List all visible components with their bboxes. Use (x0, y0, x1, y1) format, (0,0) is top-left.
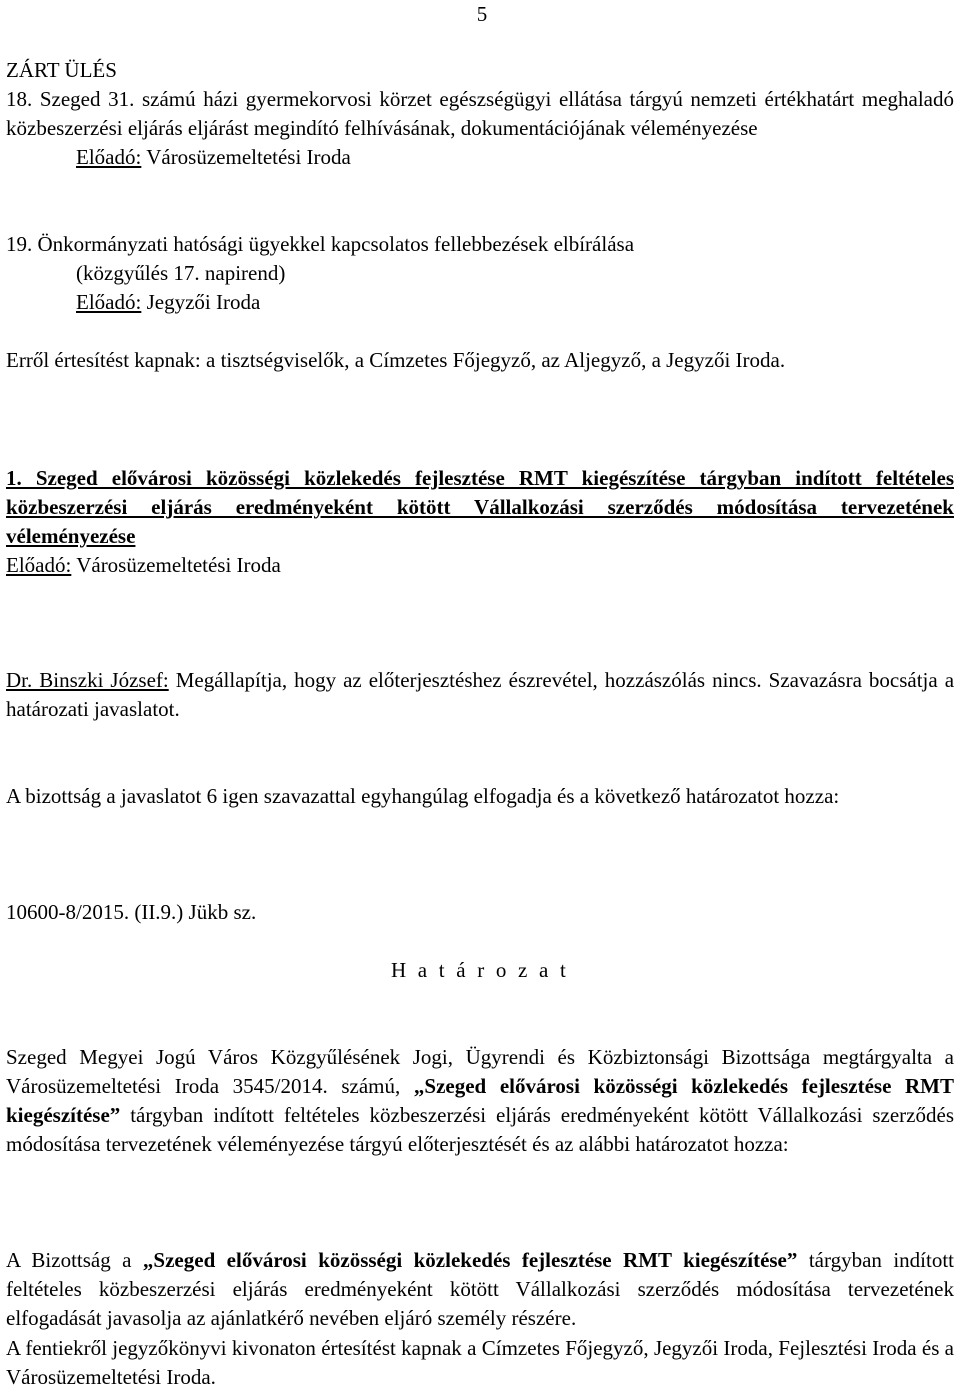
agenda-item-19-subtext: (közgyűlés 17. napirend) (76, 261, 286, 285)
speech-paragraph (6, 666, 954, 724)
resolution-number: 10600-8/2015. (II.9.) Jükb sz. (6, 900, 257, 924)
agenda-item-19-presenter-line (6, 288, 954, 317)
agenda-item-1-presenter-line (6, 551, 954, 580)
resolution-heading: H a t á r o z a t (390, 958, 569, 982)
speaker-name: Dr. Binszki József: (6, 668, 169, 692)
agenda-item-18 (6, 85, 954, 172)
notification-line: Erről értesítést kapnak: a tisztségviselők, a Címzetes Főjegyző, az Aljegyző, a Jegyzői Iroda. (6, 348, 786, 372)
resolution-p1-subject: „Szeged elővárosi közösségi közlekedés fejlesztése RMT kiegészítése” (6, 1074, 955, 1127)
presenter-name: Városüzemeltetési Iroda (146, 145, 351, 169)
agenda-item-19 (6, 230, 954, 317)
agenda-item-18-text: 18. Szeged 31. számú házi gyermekorvosi körzet egészségügyi ellátása tárgyú nemzeti értékhatárt meghaladó közbeszerzési eljárás eljárást megindító felhívásának, dokumentációjának véleményezése (6, 87, 954, 140)
presenter-label: Előadó: (76, 290, 142, 314)
resolution-p2-subject: „Szeged elővárosi közösségi közlekedés fejlesztése RMT kiegészítése” (142, 1248, 798, 1272)
speech-text: Megállapítja, hogy az előterjesztéshez észrevétel, hozzászólás nincs. Szavazásra bocsátja a határozati javaslatot. (6, 668, 955, 721)
resolution-paragraph-1 (6, 1043, 954, 1159)
agenda-item-18-presenter-line (6, 143, 954, 172)
section-title: ZÁRT ÜLÉS (6, 58, 117, 82)
presenter-name: Jegyzői Iroda (146, 290, 261, 314)
agenda-item-1-title: 1. Szeged elővárosi közösségi közlekedés fejlesztése RMT kiegészítése tárgyban indított feltételes közbeszerzési eljárás eredményeként kötött Vállalkozási szerződés módosítása tervezetének véleményezése (6, 466, 954, 548)
resolution-p2-text-end: tárgyban indított feltételes közbeszerzési eljárás eredményeként kötött Vállalkozási szerződés módosítása tervezetének elfogadását javasolja az ajánlatkérő nevében eljáró személy részére. (6, 1248, 954, 1330)
resolution-paragraph-2 (6, 1246, 954, 1333)
vote-paragraph: A bizottság a javaslatot 6 igen szavazattal egyhangúlag elfogadja és a következő határozatot hozza: (6, 784, 840, 808)
agenda-item-19-text: 19. Önkormányzati hatósági ügyekkel kapcsolatos fellebbezések elbírálása (6, 232, 635, 256)
resolution-paragraph-3: A fentiekről jegyzőkönyvi kivonaton értesítést kapnak a Címzetes Főjegyző, Jegyzői Iroda, Fejlesztési Iroda és a Városüzemeltetési Iroda. (6, 1336, 954, 1389)
resolution-p1-text-start: Szeged Megyei Jogú Város Közgyűlésének Jogi, Ügyrendi és Közbiztonsági Bizottsága megtárgyalta a Városüzemeltetési Iroda 3545/2014. számú, (6, 1045, 954, 1098)
resolution-p2-text-start: A Bizottság a (6, 1248, 143, 1272)
resolution-p1-text-end: tárgyban indított feltételes közbeszerzési eljárás eredményeként kötött Vállalkozási szerződés módosítása tervezetének véleményezése tárgyú előterjesztését és az alábbi határozatot hozza: (6, 1103, 954, 1156)
page-number: 5 (476, 2, 488, 26)
presenter-label: Előadó: (76, 145, 142, 169)
agenda-item-1 (6, 464, 954, 580)
presenter-name: Városüzemeltetési Iroda (76, 553, 281, 577)
presenter-label: Előadó: (6, 553, 72, 577)
